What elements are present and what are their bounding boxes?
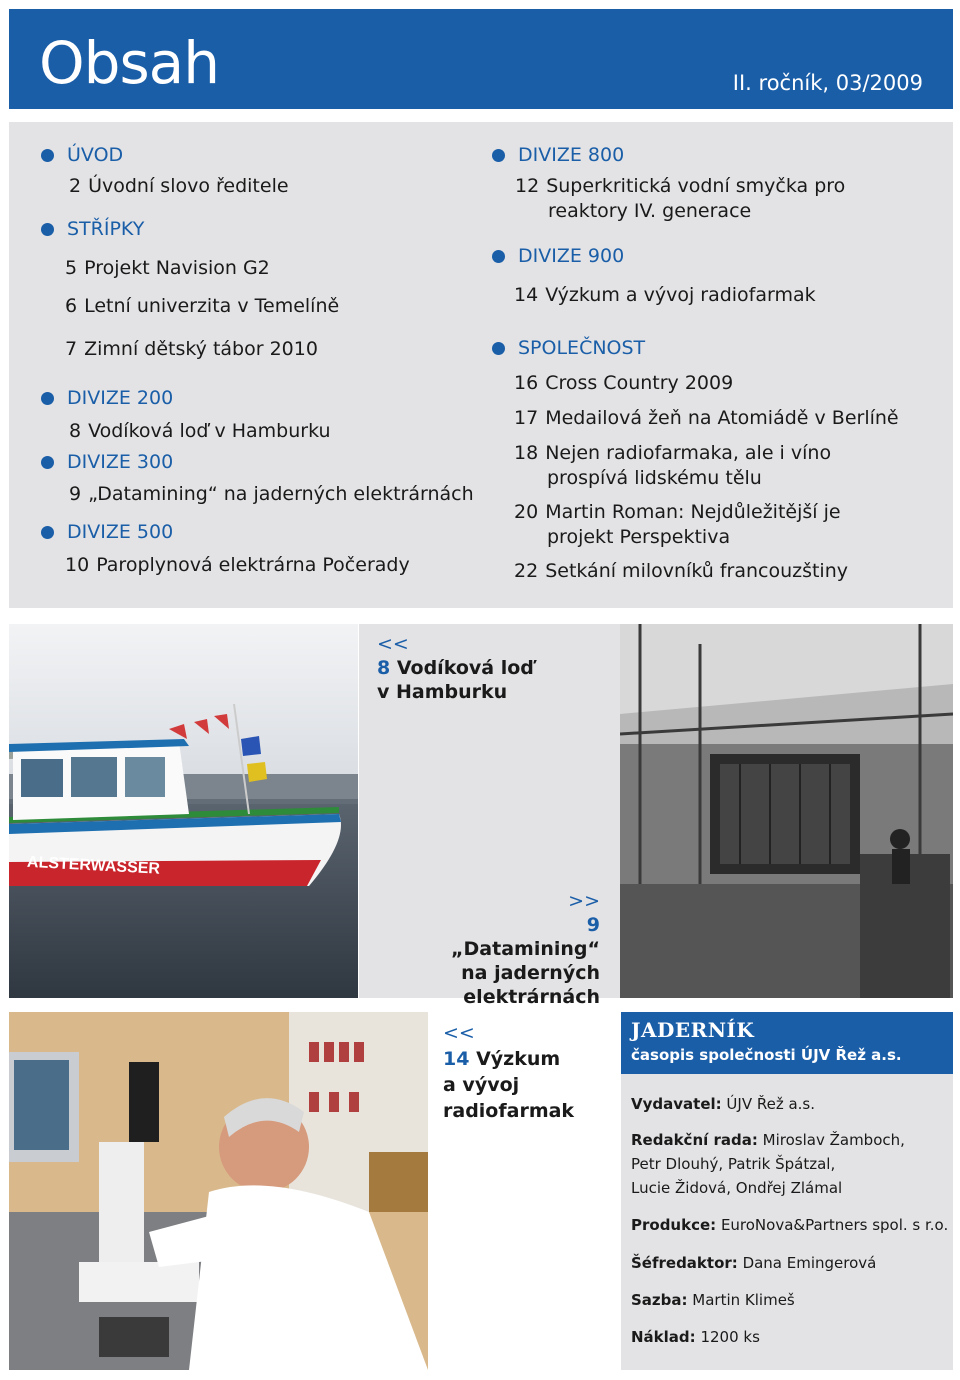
bullet-icon	[41, 392, 54, 405]
section-divize-200[interactable]: DIVIZE 200	[41, 387, 173, 409]
toc-entry[interactable]: 10 Paroplynová elektrárna Počerady	[65, 554, 410, 576]
bullet-icon	[492, 250, 505, 263]
toc-entry[interactable]: 16 Cross Country 2009	[514, 372, 734, 394]
imprint-sefredaktor: Šéfredaktor: Dana Emingerová	[631, 1254, 877, 1272]
section-stripky[interactable]: STŘÍPKY	[41, 218, 144, 240]
table-of-contents	[9, 122, 953, 608]
section-divize-900[interactable]: DIVIZE 900	[492, 245, 624, 267]
bullet-icon	[492, 149, 505, 162]
bullet-icon	[492, 342, 505, 355]
svg-text:ALSTERWASSER: ALSTERWASSER	[26, 853, 161, 878]
magazine-logo: JADERNÍK	[631, 1018, 755, 1042]
imprint-vydavatel: Vydavatel: ÚJV Řež a.s.	[631, 1095, 816, 1113]
toc-entry[interactable]: 17 Medailová žeň na Atomiádě v Berlíně	[514, 407, 899, 429]
imprint-produkce: Produkce: EuroNova&Partners spol. s r.o.	[631, 1216, 949, 1234]
imprint-rada: Redakční rada: Miroslav Žamboch, Petr Dlouhý, Patrik Špátzal, Lucie Židová, Ondřej Zlámal	[631, 1131, 905, 1197]
toc-entry[interactable]: 2 Úvodní slovo ředitele	[69, 175, 289, 197]
toc-entry[interactable]: 7 Zimní dětský tábor 2010	[65, 338, 318, 360]
toc-entry[interactable]: 8 Vodíková loď v Hamburku	[69, 420, 331, 442]
section-uvod[interactable]: ÚVOD	[41, 144, 123, 166]
toc-entry[interactable]: 14 Výzkum a vývoj radiofarmak	[514, 284, 816, 306]
boat-photo	[9, 624, 358, 998]
laboratory-photo	[9, 1012, 428, 1370]
power-plant-photo	[620, 624, 953, 998]
section-divize-300[interactable]: DIVIZE 300	[41, 451, 173, 473]
toc-entry[interactable]: 9 „Datamining“ na jaderných elektrárnách	[69, 483, 474, 505]
toc-entry[interactable]: 6 Letní univerzita v Temelíně	[65, 295, 340, 317]
caption-datamining[interactable]: >> 9 „Datamining“ na jaderných elektrárnách	[451, 890, 600, 1008]
issue-label: II. ročník, 03/2009	[732, 71, 923, 95]
toc-entry[interactable]: 18 Nejen radiofarmaka, ale i víno prospívá lidskému tělu	[514, 442, 832, 489]
section-divize-500[interactable]: DIVIZE 500	[41, 521, 173, 543]
magazine-subtitle: časopis společnosti ÚJV Řež a.s.	[631, 1046, 902, 1064]
section-divize-800[interactable]: DIVIZE 800	[492, 144, 624, 166]
header-banner	[9, 9, 953, 109]
caption-boat[interactable]: << 8 Vodíková loď v Hamburku	[377, 633, 534, 703]
toc-entry[interactable]: 12 Superkritická vodní smyčka pro reaktory IV. generace	[515, 175, 846, 222]
industrial-hall-illustration	[620, 624, 953, 998]
bullet-icon	[41, 526, 54, 539]
imprint-sazba: Sazba: Martin Klimeš	[631, 1291, 795, 1309]
page-title: Obsah	[39, 29, 219, 97]
boat-illustration	[9, 624, 358, 998]
bullet-icon	[41, 223, 54, 236]
section-spolecnost[interactable]: SPOLEČNOST	[492, 337, 645, 359]
imprint-naklad: Náklad: 1200 ks	[631, 1328, 760, 1346]
bullet-icon	[41, 149, 54, 162]
caption-radiofarmaka[interactable]: << 14 Výzkum a vývoj radiofarmak	[443, 1022, 575, 1122]
imprint-box	[621, 1012, 953, 1370]
toc-entry[interactable]: 20 Martin Roman: Nejdůležitější je projekt Perspektiva	[514, 501, 841, 548]
microscope-illustration	[9, 1012, 428, 1370]
toc-entry[interactable]: 22 Setkání milovníků francouzštiny	[514, 560, 848, 582]
imprint-header	[621, 1012, 953, 1074]
bullet-icon	[41, 456, 54, 469]
toc-entry[interactable]: 5 Projekt Navision G2	[65, 257, 270, 279]
